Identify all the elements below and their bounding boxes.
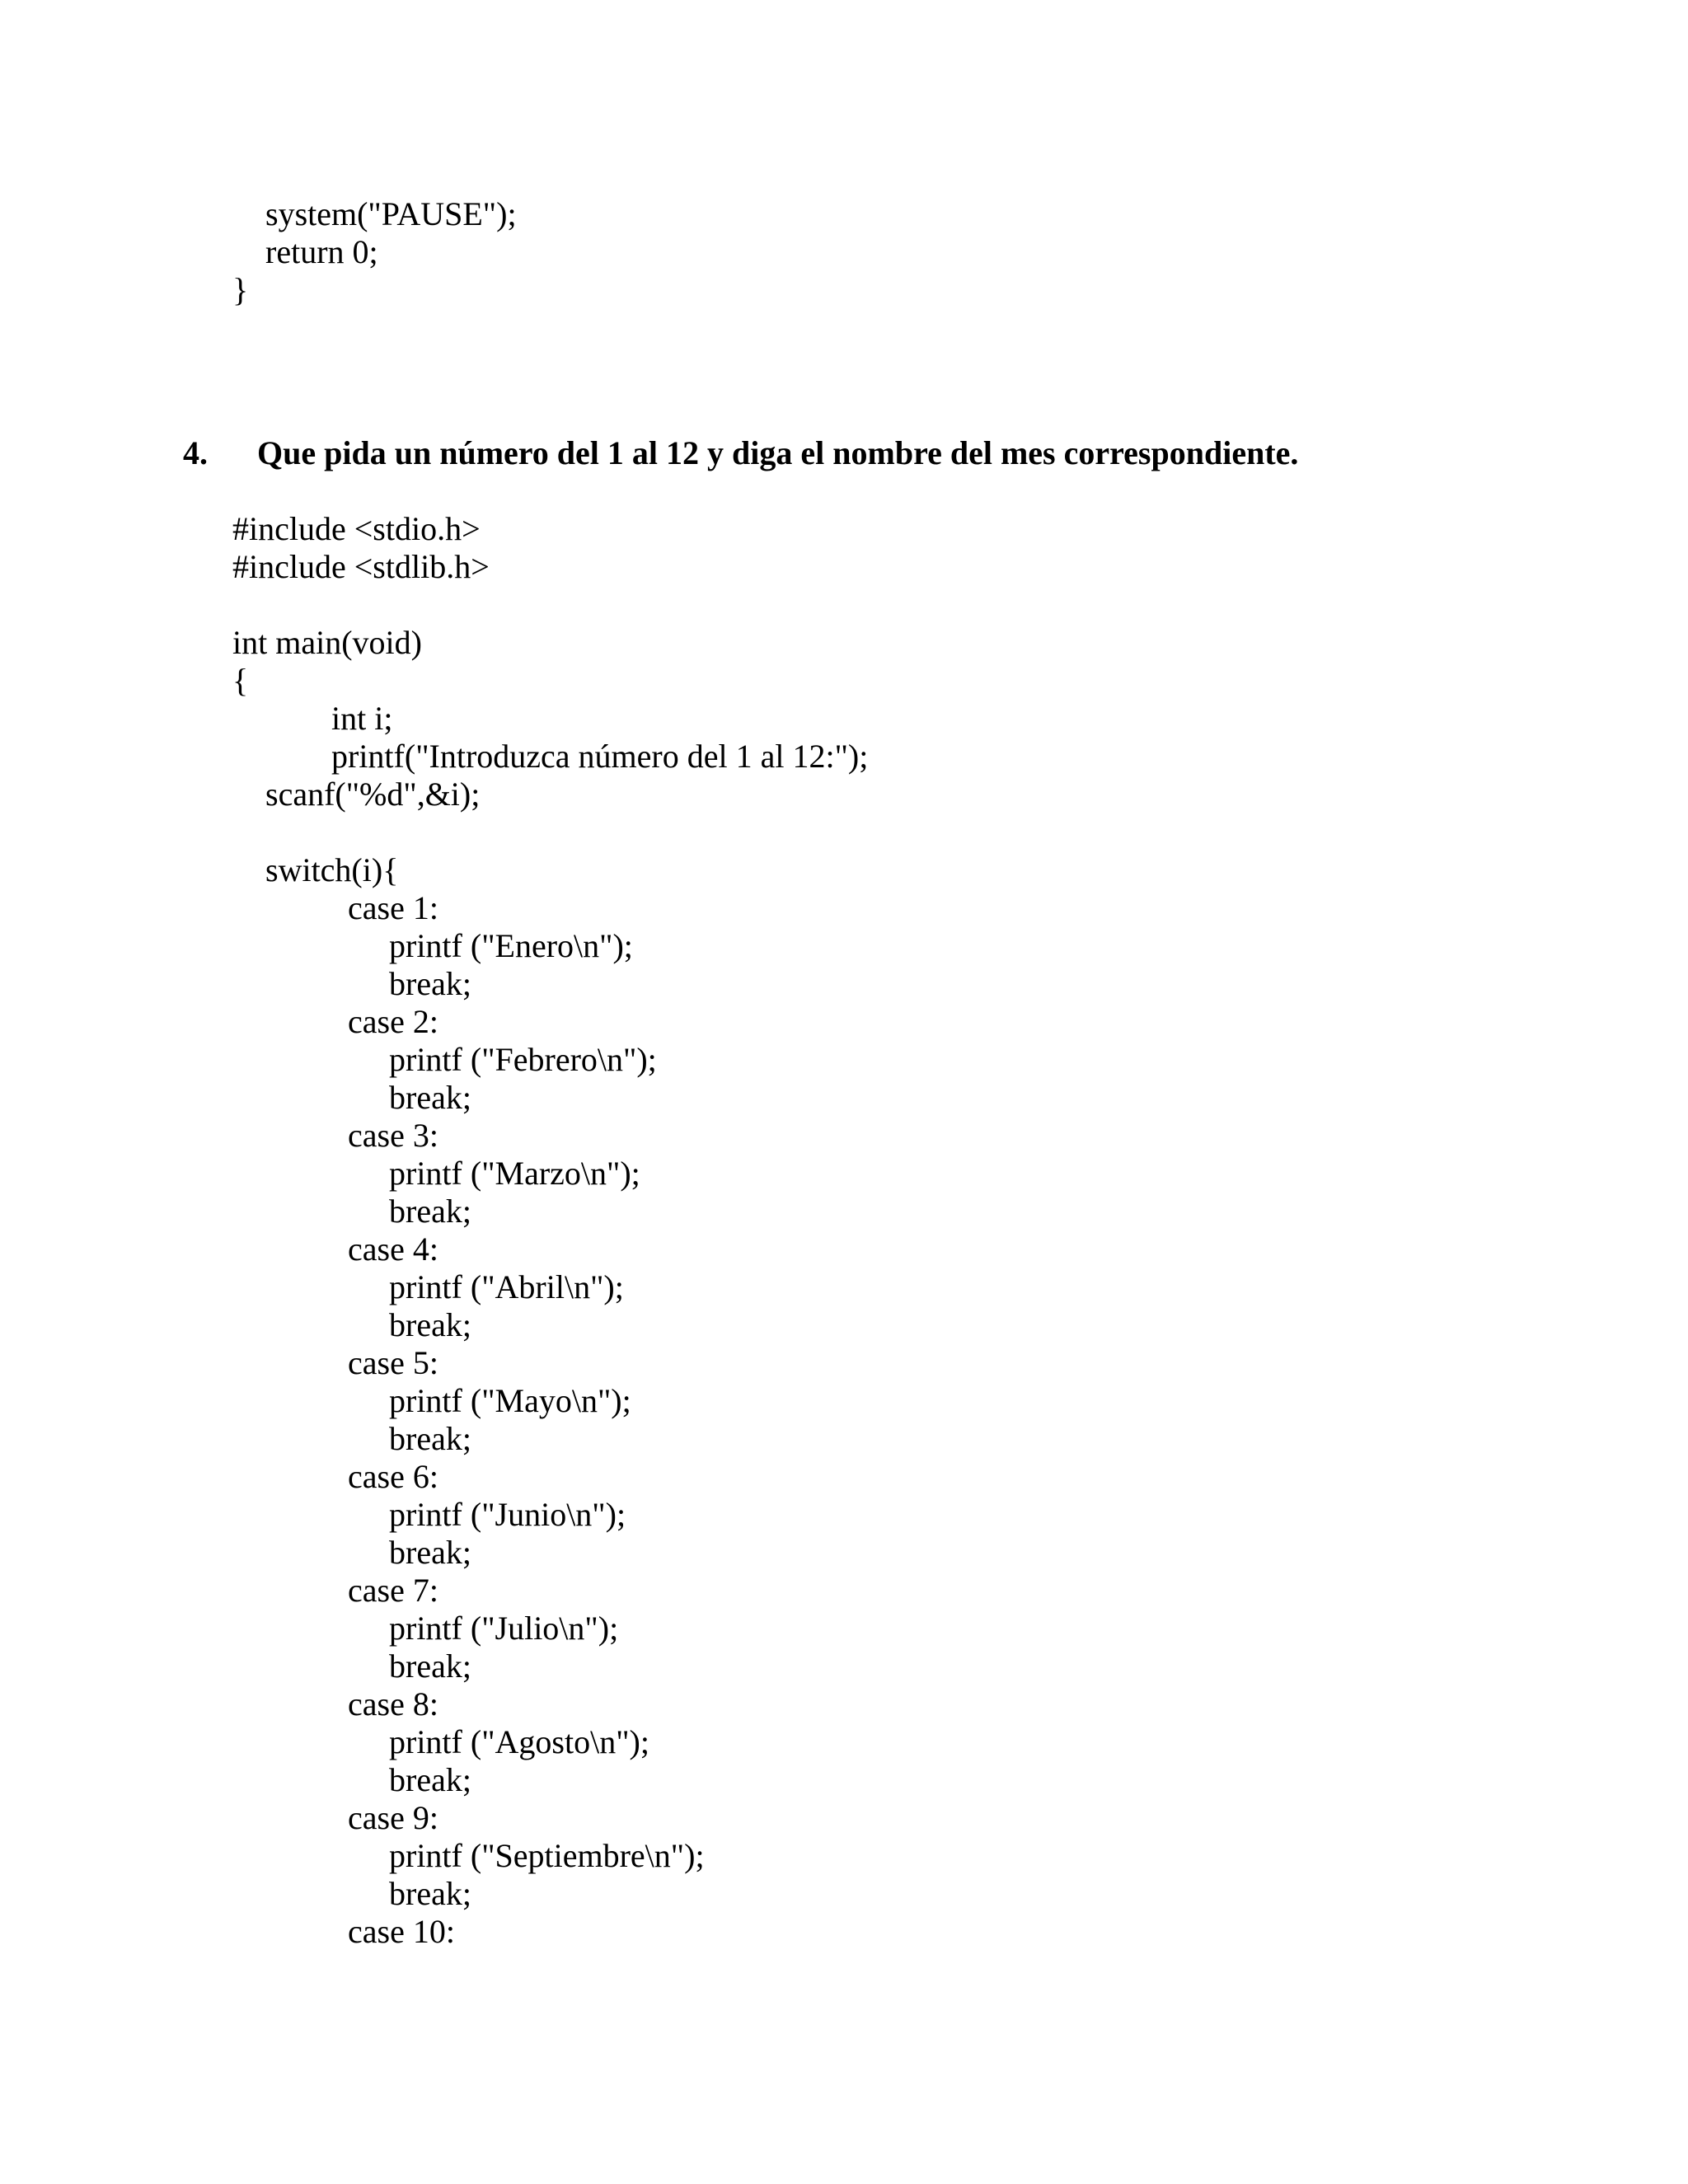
code-line-case-printf: printf ("Septiembre\n"); (389, 1837, 705, 1874)
code-line-close-brace: } (232, 271, 249, 308)
code-line-case-printf: printf ("Febrero\n"); (389, 1041, 657, 1078)
code-line-case-label: case 5: (348, 1344, 438, 1381)
code-line-case-label: case 4: (348, 1230, 438, 1268)
code-line-include-stdlib: #include <stdlib.h> (232, 548, 490, 585)
code-line-case-break: break; (389, 1761, 471, 1798)
code-line-open-brace: { (232, 662, 249, 699)
code-line-case-printf: printf ("Abril\n"); (389, 1268, 624, 1305)
code-line-case-break: break; (389, 1193, 471, 1230)
code-line-include-stdio: #include <stdio.h> (232, 510, 481, 547)
code-line-return: return 0; (265, 233, 378, 270)
code-line-case-printf: printf ("Junio\n"); (389, 1496, 626, 1533)
code-line-case-break: break; (389, 1875, 471, 1912)
code-line-case-label: case 10: (348, 1913, 455, 1950)
code-line-case-printf: printf ("Julio\n"); (389, 1610, 619, 1647)
question-number: 4. (183, 434, 208, 471)
code-line-case-label: case 7: (348, 1572, 438, 1609)
code-line-declaration: int i; (331, 700, 393, 737)
code-line-case-label: case 9: (348, 1799, 438, 1836)
code-line-printf-prompt: printf("Introduzca número del 1 al 12:"); (331, 738, 869, 775)
code-line-system-pause: system("PAUSE"); (265, 195, 517, 232)
code-line-case-printf: printf ("Marzo\n"); (389, 1155, 640, 1192)
code-line-case-break: break; (389, 965, 471, 1002)
code-line-case-break: break; (389, 1306, 471, 1343)
question-text: Que pida un número del 1 al 12 y diga el nombre del mes correspondiente. (257, 434, 1299, 471)
code-line-case-break: break; (389, 1534, 471, 1571)
code-line-case-printf: printf ("Enero\n"); (389, 927, 633, 964)
code-line-case-label: case 2: (348, 1003, 438, 1040)
code-line-case-printf: printf ("Agosto\n"); (389, 1723, 649, 1760)
code-line-switch: switch(i){ (265, 851, 399, 888)
code-line-case-label: case 8: (348, 1685, 438, 1722)
code-line-scanf: scanf("%d",&i); (265, 776, 481, 813)
code-line-case-break: break; (389, 1647, 471, 1685)
code-line-case-label: case 1: (348, 889, 438, 926)
code-line-main-signature: int main(void) (232, 624, 422, 661)
code-line-case-label: case 6: (348, 1458, 438, 1495)
code-line-case-printf: printf ("Mayo\n"); (389, 1382, 631, 1419)
code-line-case-break: break; (389, 1079, 471, 1116)
code-line-case-break: break; (389, 1420, 471, 1457)
code-line-case-label: case 3: (348, 1117, 438, 1154)
